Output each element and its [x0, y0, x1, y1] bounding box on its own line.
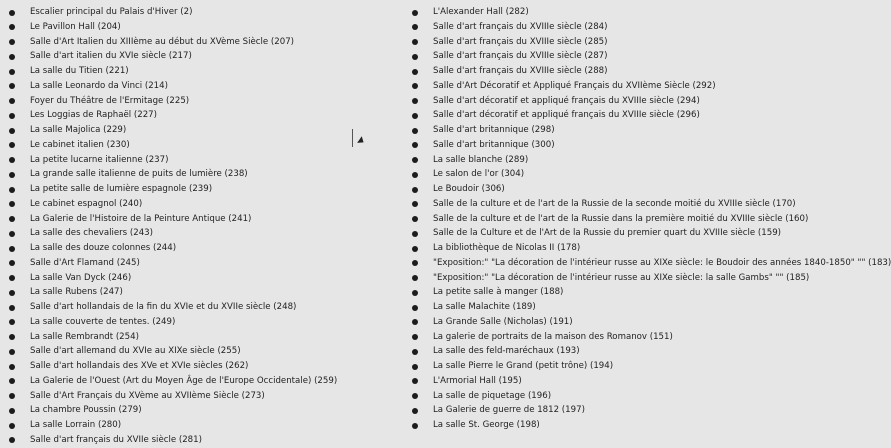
- room-list-item[interactable]: [8, 300, 398, 315]
- bullet-icon: [412, 216, 418, 222]
- bullet-icon: [9, 364, 15, 370]
- bullet-icon: [9, 246, 15, 252]
- bullet-icon: [412, 290, 418, 296]
- room-list-item[interactable]: [411, 344, 796, 359]
- bullet-icon: [9, 349, 15, 355]
- bullet-icon: [9, 378, 15, 384]
- bullet-icon: [9, 393, 15, 399]
- bullet-icon: [412, 69, 418, 75]
- room-link[interactable]: La salle Rembrandt (254): [30, 331, 139, 342]
- room-list-item[interactable]: [411, 197, 796, 212]
- room-list-item[interactable]: [411, 359, 796, 374]
- room-list-item[interactable]: [411, 226, 796, 241]
- bullet-icon: [412, 157, 418, 163]
- room-link[interactable]: Salle d'art français du XVIIIe siècle (287): [433, 51, 608, 62]
- room-list-item[interactable]: [411, 167, 796, 182]
- room-link[interactable]: La salle Van Dyck (246): [30, 272, 132, 283]
- room-link[interactable]: "Exposition:" "La décoration de l'intérieur russe au XIXe siècle: la salle Gambs" "" (185): [433, 272, 810, 283]
- room-list-item[interactable]: [411, 389, 796, 404]
- room-list-item[interactable]: [8, 153, 398, 168]
- room-list-item[interactable]: [8, 330, 398, 345]
- room-link[interactable]: Salle d'art italien du XVIe siècle (217): [30, 51, 192, 62]
- bullet-icon: [9, 69, 15, 75]
- bullet-icon: [9, 142, 15, 148]
- room-list-item[interactable]: [411, 182, 796, 197]
- room-link[interactable]: Salle d'Art Flamand (245): [30, 257, 140, 268]
- bullet-icon: [412, 334, 418, 340]
- room-link[interactable]: Salle de la culture et de l'art de la Russie dans la première moitié du XVIIIe siècle (160): [433, 213, 809, 224]
- room-list-item[interactable]: [411, 241, 796, 256]
- room-link[interactable]: La salle Leonardo da Vinci (214): [30, 80, 168, 91]
- bullet-icon: [412, 393, 418, 399]
- room-link[interactable]: Salle d'art hollandais des XVe et XVIe siècles (262): [30, 361, 249, 371]
- room-list-item[interactable]: [8, 123, 398, 138]
- room-list-right-column: [411, 5, 891, 433]
- room-link[interactable]: La Galerie de l'Histoire de la Peinture Antique (241): [30, 213, 252, 224]
- bullet-icon: [412, 187, 418, 193]
- room-link[interactable]: La salle des chevaliers (243): [30, 228, 153, 239]
- bullet-icon: [412, 54, 418, 60]
- bullet-icon: [412, 10, 418, 16]
- bullet-icon: [9, 201, 15, 207]
- room-link[interactable]: Salle d'art allemand du XVIe au XIXe siècle (255): [30, 346, 241, 357]
- bullet-icon: [9, 98, 15, 104]
- room-link[interactable]: La Galerie de guerre de 1812 (197): [433, 405, 585, 416]
- bullet-icon: [9, 113, 15, 119]
- room-list-item[interactable]: [8, 403, 398, 418]
- room-list-item[interactable]: [411, 123, 796, 138]
- bullet-icon: [9, 423, 15, 429]
- room-link[interactable]: Salle d'art décoratif et appliqué français du XVIIIe siècle (294): [433, 95, 700, 106]
- room-list-item[interactable]: [411, 94, 796, 109]
- room-list-item[interactable]: [8, 359, 398, 374]
- room-link[interactable]: Le Boudoir (306): [433, 184, 505, 194]
- bullet-icon: [9, 10, 15, 16]
- bullet-icon: [412, 260, 418, 266]
- bullet-icon: [412, 172, 418, 178]
- bullet-icon: [9, 231, 15, 237]
- bullet-icon: [9, 305, 15, 311]
- room-link[interactable]: Le cabinet espagnol (240): [30, 198, 143, 209]
- bullet-icon: [412, 275, 418, 281]
- bullet-icon: [9, 437, 15, 443]
- bullet-icon: [412, 98, 418, 104]
- bullet-icon: [9, 187, 15, 193]
- room-list-item[interactable]: [8, 226, 398, 241]
- room-list-item[interactable]: [411, 20, 796, 35]
- bullet-icon: [9, 128, 15, 134]
- bullet-icon: [9, 54, 15, 60]
- bullet-icon: [412, 83, 418, 89]
- room-link[interactable]: La salle Lorrain (280): [30, 420, 122, 430]
- bullet-icon: [9, 408, 15, 414]
- room-list-item[interactable]: [411, 300, 796, 315]
- room-list-item[interactable]: [8, 94, 398, 109]
- room-list-item[interactable]: [8, 271, 398, 286]
- room-link[interactable]: Salle d'art britannique (298): [433, 125, 555, 135]
- room-link[interactable]: La salle St. George (198): [433, 420, 540, 430]
- bullet-icon: [412, 128, 418, 134]
- room-list-item[interactable]: [411, 153, 796, 168]
- room-list-item[interactable]: [8, 35, 398, 50]
- room-link[interactable]: L'Armorial Hall (195): [433, 375, 522, 386]
- bullet-icon: [412, 349, 418, 355]
- room-list-item[interactable]: [8, 64, 398, 79]
- room-link[interactable]: Salle d'Art Français du XVème au XVIIème Siècle (273): [30, 390, 265, 401]
- bullet-icon: [412, 231, 418, 237]
- room-list-item[interactable]: [8, 182, 398, 197]
- bullet-icon: [9, 83, 15, 89]
- room-list-item[interactable]: [8, 418, 398, 433]
- bullet-icon: [9, 290, 15, 296]
- room-link[interactable]: La Grande Salle (Nicholas) (191): [433, 316, 573, 327]
- room-list-item[interactable]: [411, 256, 891, 271]
- room-list-item[interactable]: [8, 138, 398, 153]
- room-link[interactable]: La petite salle à manger (188): [433, 287, 564, 298]
- room-link[interactable]: Salle de la culture et de l'art de la Russie de la seconde moitié du XVIIIe siècle (170): [433, 198, 796, 209]
- room-link[interactable]: La chambre Poussin (279): [30, 405, 142, 416]
- room-link[interactable]: Salle d'art français du XVIIe siècle (281): [30, 434, 202, 445]
- room-link[interactable]: Salle d'art britannique (300): [433, 139, 555, 150]
- bullet-icon: [9, 172, 15, 178]
- bullet-icon: [9, 24, 15, 30]
- room-list-item[interactable]: [411, 64, 796, 79]
- room-link[interactable]: Salle d'Art Décoratif et Appliqué Français du XVIIème Siècle (292): [433, 80, 716, 91]
- room-link[interactable]: Salle d'art français du XVIIIe siècle (284): [433, 21, 608, 32]
- room-link[interactable]: Salle d'art français du XVIIIe siècle (288): [433, 66, 608, 76]
- bullet-icon: [9, 157, 15, 163]
- text-cursor: [352, 129, 353, 147]
- room-list-item[interactable]: [411, 212, 809, 227]
- room-link[interactable]: La salle Majolica (229): [30, 125, 127, 135]
- room-link[interactable]: Salle d'Art Italien du XIIIème au début du XVème Siècle (207): [30, 36, 295, 47]
- room-list-item[interactable]: [8, 344, 398, 359]
- room-list-item[interactable]: [8, 5, 398, 20]
- room-list-item[interactable]: [411, 108, 796, 123]
- room-list-item[interactable]: [8, 374, 398, 389]
- room-list-item[interactable]: [411, 5, 796, 20]
- bullet-icon: [412, 319, 418, 325]
- room-list-item[interactable]: [8, 241, 398, 256]
- bullet-icon: [9, 260, 15, 266]
- bullet-icon: [412, 423, 418, 429]
- room-link[interactable]: Foyer du Théâtre de l'Ermitage (225): [30, 95, 190, 106]
- room-list-item[interactable]: [411, 374, 796, 389]
- room-link[interactable]: Salle d'art décoratif et appliqué français du XVIIIe siècle (296): [433, 110, 700, 121]
- bullet-icon: [412, 246, 418, 252]
- room-link[interactable]: La petite lucarne italienne (237): [30, 154, 169, 165]
- room-link[interactable]: La salle Rubens (247): [30, 287, 123, 298]
- room-list-item[interactable]: [8, 433, 398, 448]
- room-list-item[interactable]: [8, 285, 398, 300]
- room-link[interactable]: La bibliothèque de Nicolas II (178): [433, 243, 581, 253]
- room-list-item[interactable]: [8, 20, 398, 35]
- bullet-icon: [412, 24, 418, 30]
- bullet-icon: [412, 305, 418, 311]
- room-link[interactable]: La galerie de portraits de la maison des Romanov (151): [433, 331, 673, 342]
- room-link[interactable]: La salle des douze colonnes (244): [30, 243, 177, 253]
- bullet-icon: [412, 113, 418, 119]
- room-link[interactable]: Salle de la Culture et de l'Art de la Russie du premier quart du XVIIIe siècle (159): [433, 228, 782, 239]
- bullet-icon: [412, 408, 418, 414]
- bullet-icon: [9, 319, 15, 325]
- bullet-icon: [412, 201, 418, 207]
- bullet-icon: [412, 364, 418, 370]
- room-list-item[interactable]: [411, 49, 796, 64]
- room-list-item[interactable]: [411, 418, 796, 433]
- room-list-item[interactable]: [411, 35, 796, 50]
- room-list-item[interactable]: [8, 108, 398, 123]
- room-link[interactable]: "Exposition:" "La décoration de l'intérieur russe au XIXe siècle: le Boudoir des années 1840-1850" "" (183): [433, 257, 891, 268]
- room-link[interactable]: Le salon de l'or (304): [433, 169, 525, 180]
- room-link[interactable]: Salle d'art hollandais de la fin du XVIe et du XVIIe siècle (248): [30, 302, 297, 312]
- room-list-item[interactable]: [411, 330, 796, 345]
- bullet-icon: [412, 142, 418, 148]
- room-link[interactable]: Le Pavillon Hall (204): [30, 21, 121, 32]
- room-list-item[interactable]: [8, 389, 398, 404]
- room-list-left-column: [8, 5, 398, 448]
- bullet-icon: [9, 39, 15, 45]
- room-list-item[interactable]: [411, 138, 796, 153]
- bullet-icon: [9, 334, 15, 340]
- room-list-item[interactable]: [8, 212, 398, 227]
- room-link[interactable]: La salle blanche (289): [433, 154, 529, 165]
- room-list-item[interactable]: [8, 79, 398, 94]
- bullet-icon: [412, 39, 418, 45]
- room-link[interactable]: L'Alexander Hall (282): [433, 7, 529, 17]
- room-list-item[interactable]: [8, 49, 398, 64]
- room-link[interactable]: La grande salle italienne de puits de lumière (238): [30, 169, 248, 180]
- room-list-item[interactable]: [8, 167, 398, 182]
- room-list-item[interactable]: [411, 315, 796, 330]
- bullet-icon: [9, 216, 15, 222]
- bullet-icon: [9, 275, 15, 281]
- room-list-item[interactable]: [8, 256, 398, 271]
- room-link[interactable]: La salle du Titien (221): [30, 66, 129, 76]
- room-link[interactable]: Escalier principal du Palais d'Hiver (2): [30, 7, 193, 17]
- room-list-item[interactable]: [411, 285, 796, 300]
- room-link[interactable]: Le cabinet italien (230): [30, 139, 130, 150]
- room-link[interactable]: Les Loggias de Raphaël (227): [30, 110, 158, 121]
- room-link[interactable]: La Galerie de l'Ouest (Art du Moyen Âge de l'Europe Occidentale) (259): [30, 375, 338, 386]
- room-link[interactable]: Salle d'art français du XVIIIe siècle (285): [433, 36, 608, 47]
- room-list-item[interactable]: [8, 197, 398, 212]
- room-list-item[interactable]: [411, 271, 810, 286]
- room-list-item[interactable]: [411, 79, 796, 94]
- room-link[interactable]: La salle de piquetage (196): [433, 390, 552, 401]
- room-link[interactable]: La salle Malachite (189): [433, 302, 536, 312]
- room-list-item[interactable]: [411, 403, 796, 418]
- room-link[interactable]: La petite salle de lumière espagnole (239): [30, 184, 213, 194]
- room-link[interactable]: La salle couverte de tentes. (249): [30, 316, 176, 327]
- room-link[interactable]: La salle des feld-maréchaux (193): [433, 346, 580, 357]
- room-link[interactable]: La salle Pierre le Grand (petit trône) (194): [433, 361, 614, 371]
- bullet-icon: [412, 378, 418, 384]
- room-list-item[interactable]: [8, 315, 398, 330]
